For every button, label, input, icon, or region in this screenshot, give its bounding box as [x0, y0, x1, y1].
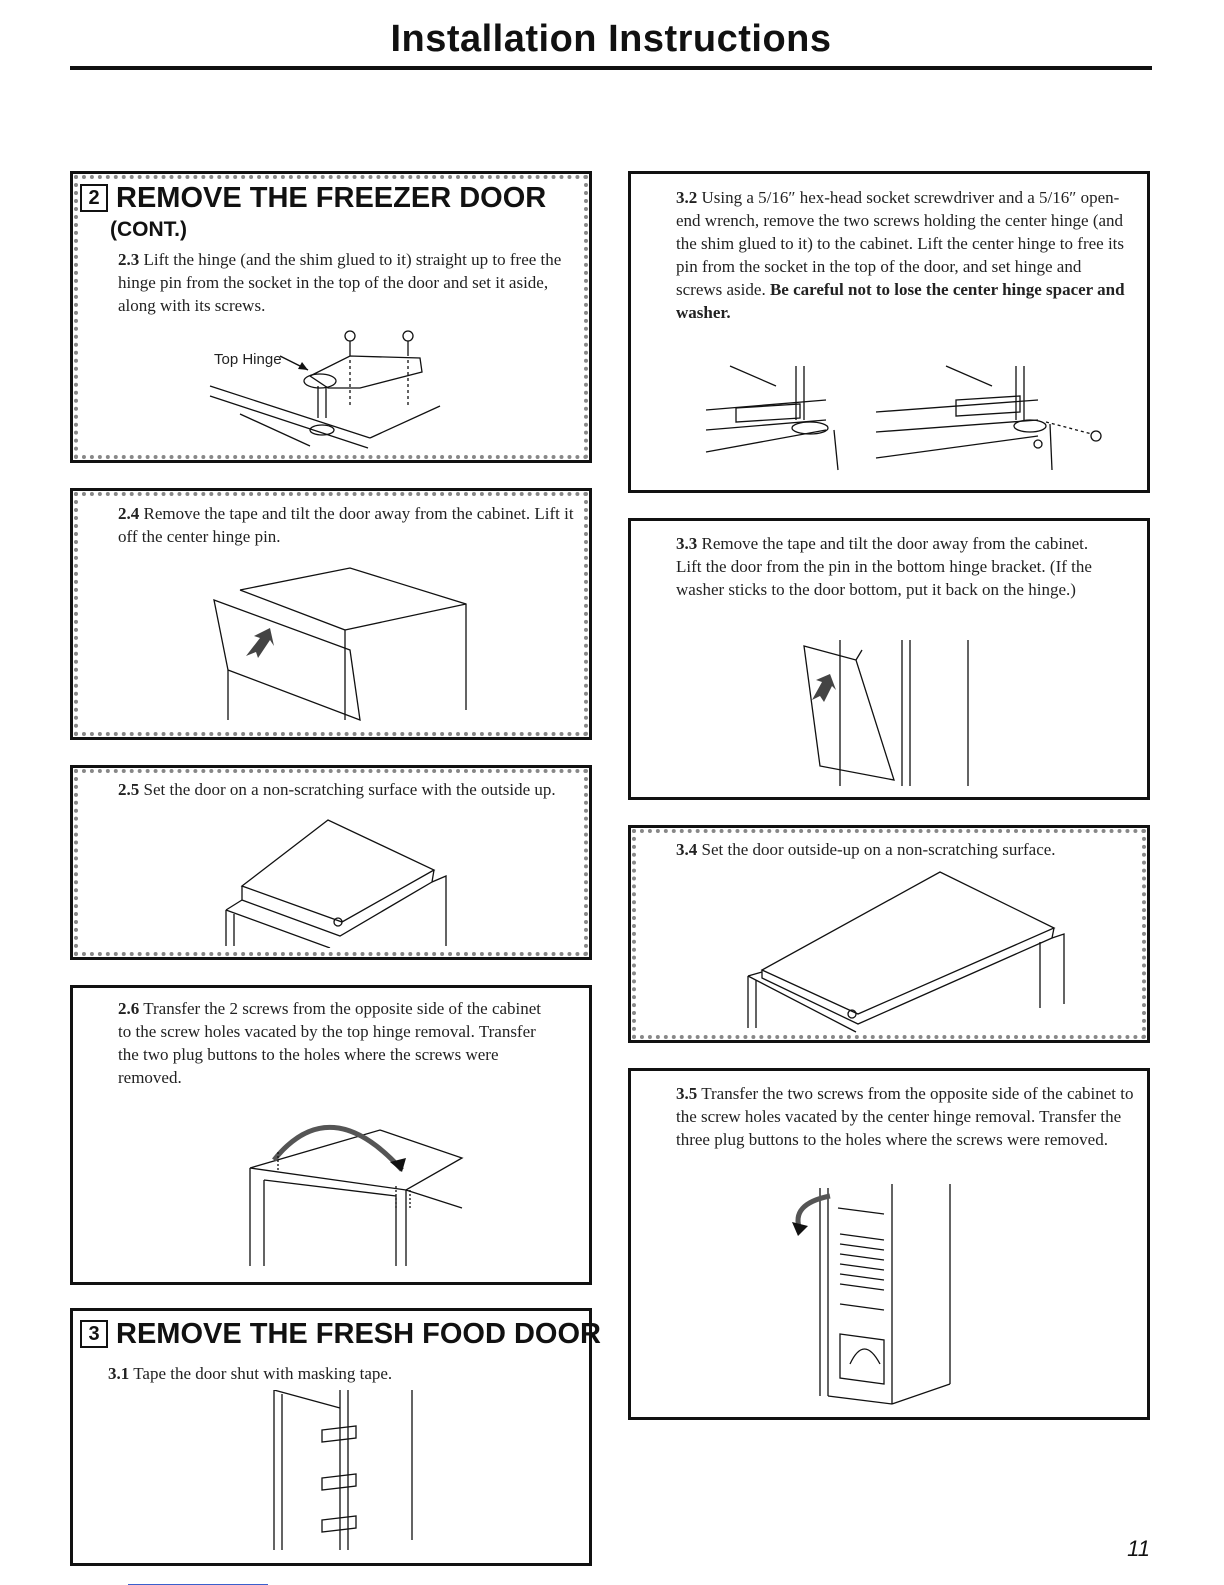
step-warning: Be careful not to lose the center hinge spacer and washer. — [676, 280, 1125, 322]
door-outside-up-illustration — [740, 868, 1070, 1036]
step-3-1 — [108, 1362, 568, 1385]
section-2-heading — [80, 182, 546, 215]
step-3-2 — [676, 186, 1126, 324]
step-number: 3.5 — [676, 1084, 698, 1103]
top-hinge-label: Top Hinge — [214, 351, 282, 368]
section-2-number: 2 — [80, 184, 108, 212]
step-text: Using a 5/16″ hex-head socket screwdriver and a 5/16″ open-end wrench, remove the two screws holding the center hinge (and the shim glued to it) to the cabinet. Lift the center hinge to free its pin from the socket in the top of the door, and set hinge and screws aside. — [676, 188, 1125, 299]
section-3-title: REMOVE THE FRESH FOOD DOOR — [116, 1318, 601, 1350]
transfer-plug-buttons-illustration — [780, 1184, 980, 1410]
step-number: 2.6 — [118, 999, 140, 1018]
section-3-heading — [80, 1318, 601, 1351]
step-2-4 — [118, 502, 578, 548]
step-number: 3.4 — [676, 840, 698, 859]
step-text: Remove the tape and tilt the door away from the cabinet. Lift the door from the pin in the bottom hinge bracket. (If the washer sticks to the door bottom, put it back on the hinge.) — [676, 534, 1092, 599]
page-number: 11 — [1127, 1536, 1150, 1561]
step-2-6 — [118, 997, 548, 1089]
step-number: 2.5 — [118, 780, 140, 799]
center-hinge-illustration — [700, 360, 1110, 480]
step-number: 2.4 — [118, 504, 140, 523]
step-text: Transfer the two screws from the opposite side of the cabinet to the screw holes vacated by the center hinge removal. Transfer the three plug buttons to the holes where the screws were removed. — [676, 1084, 1134, 1149]
section-2-cont: (CONT.) — [110, 218, 187, 241]
step-3-5 — [676, 1082, 1136, 1151]
step-2-5 — [118, 778, 578, 801]
step-text: Remove the tape and tilt the door away from the cabinet. Lift it off the center hinge pin. — [118, 504, 574, 546]
title-rule — [70, 66, 1152, 70]
step-2-3 — [118, 248, 583, 317]
door-on-surface-illustration — [220, 816, 460, 948]
step-text: Set the door on a non-scratching surface with the outside up. — [143, 780, 556, 799]
step-text: Set the door outside-up on a non-scratching surface. — [701, 840, 1056, 859]
transfer-screws-illustration — [230, 1110, 480, 1270]
top-hinge-illustration — [200, 326, 480, 456]
step-number: 2.3 — [118, 250, 140, 269]
step-text: Transfer the 2 screws from the opposite side of the cabinet to the screw holes vacated by the top hinge removal. Transfer the two plug buttons to the holes where the screws were removed. — [118, 999, 542, 1087]
step-text: Lift the hinge (and the shim glued to it) straight up to free the hinge pin from the socket in the top of the door and set it aside, along with its screws. — [118, 250, 562, 315]
tilt-fresh-food-door-illustration — [790, 636, 990, 786]
step-number: 3.1 — [108, 1364, 130, 1383]
step-3-4 — [676, 838, 1116, 861]
tape-door-illustration — [260, 1390, 430, 1558]
section-3-number: 3 — [80, 1320, 108, 1348]
step-text: Tape the door shut with masking tape. — [133, 1364, 393, 1383]
page-title: Installation Instructions — [390, 18, 832, 60]
tilt-freezer-door-illustration — [200, 560, 480, 730]
step-3-3 — [676, 532, 1116, 601]
step-number: 3.3 — [676, 534, 698, 553]
step-number: 3.2 — [676, 188, 698, 207]
section-2-title: REMOVE THE FREEZER DOOR — [116, 182, 547, 214]
